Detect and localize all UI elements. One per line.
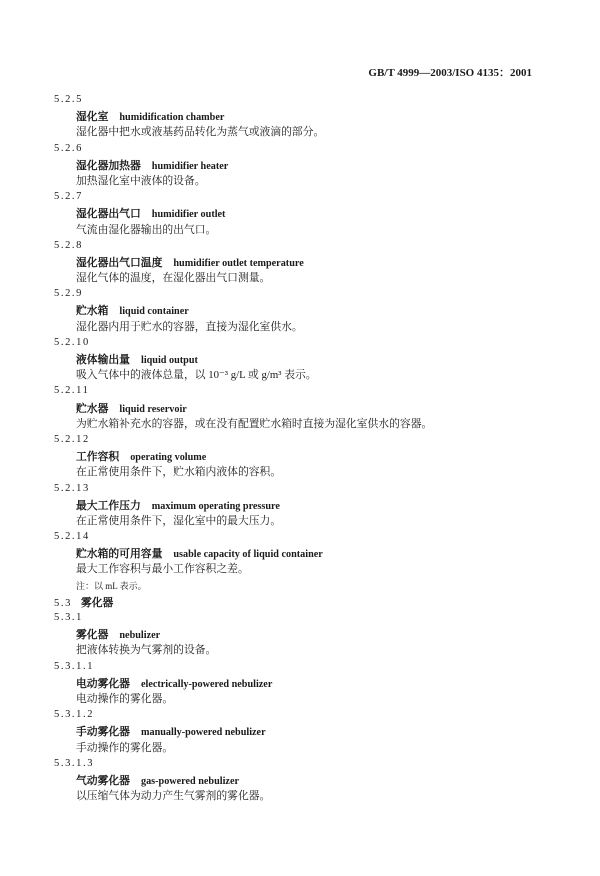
term-chinese: 湿化器出气口 xyxy=(76,208,141,221)
term-definition: 电动操作的雾化器。 xyxy=(76,692,174,705)
section-number: 5.3 xyxy=(54,597,72,609)
clause-number: 5.2.8 xyxy=(54,239,83,251)
section-title: 雾化器 xyxy=(80,596,114,609)
term-chinese: 贮水箱的可用容量 xyxy=(76,548,163,561)
term-line xyxy=(54,351,554,367)
term-definition: 在正常使用条件下，贮水箱内液体的容积。 xyxy=(76,466,282,479)
term-line xyxy=(54,157,554,173)
term-english: manually-powered nebulizer xyxy=(140,727,266,739)
standard-reference-header: GB/T 4999—2003/ISO 4135：2001 xyxy=(368,67,532,79)
clause-number: 5.3.1.1 xyxy=(54,660,95,672)
term-note: 注：以 mL 表示。 xyxy=(76,580,147,591)
term-entry xyxy=(54,610,554,659)
term-definition: 为贮水箱补充水的容器，或在没有配置贮水箱时直接为湿化室供水的容器。 xyxy=(76,417,433,430)
term-english: humidifier heater xyxy=(151,160,229,172)
term-entry xyxy=(54,141,554,190)
term-english: gas-powered nebulizer xyxy=(140,775,239,787)
document-body xyxy=(54,92,554,804)
clause-number: 5.3.1.3 xyxy=(54,757,95,769)
term-line xyxy=(54,723,554,739)
term-english: liquid reservoir xyxy=(119,403,187,415)
term-chinese: 最大工作压力 xyxy=(76,499,141,512)
term-chinese: 手动雾化器 xyxy=(76,726,130,739)
clause-number: 5.3.1 xyxy=(54,612,83,623)
term-definition: 湿化气体的温度，在湿化器出气口测量。 xyxy=(76,272,271,285)
term-line xyxy=(54,302,554,318)
term-english: humidifier outlet xyxy=(151,209,226,221)
term-entry xyxy=(54,529,554,594)
term-entry xyxy=(54,756,554,805)
term-english: usable capacity of liquid container xyxy=(173,549,323,561)
clause-number: 5.2.13 xyxy=(54,482,90,494)
term-definition: 以压缩气体为动力产生气雾剂的雾化器。 xyxy=(76,790,271,803)
clause-number: 5.3.1.2 xyxy=(54,709,95,721)
term-definition: 湿化器内用于贮水的容器，直接为湿化室供水。 xyxy=(76,320,303,333)
term-chinese: 贮水箱 xyxy=(76,305,109,318)
clause-number: 5.2.12 xyxy=(54,433,90,445)
clause-number: 5.2.10 xyxy=(54,336,90,348)
term-english: electrically-powered nebulizer xyxy=(140,678,273,690)
term-line xyxy=(54,448,554,464)
term-definition: 加热湿化室中液体的设备。 xyxy=(76,174,206,187)
term-english: liquid container xyxy=(119,306,189,318)
term-line xyxy=(54,108,554,124)
term-definition: 手动操作的雾化器。 xyxy=(76,741,174,754)
term-entry xyxy=(54,481,554,530)
term-english: operating volume xyxy=(130,452,207,464)
term-english: nebulizer xyxy=(119,630,161,642)
term-line xyxy=(54,626,554,642)
term-chinese: 电动雾化器 xyxy=(76,677,130,690)
clause-number: 5.2.14 xyxy=(54,531,90,543)
term-chinese: 雾化器 xyxy=(76,629,109,642)
term-entry xyxy=(54,335,554,384)
term-chinese: 湿化室 xyxy=(76,111,109,124)
term-line xyxy=(54,497,554,513)
term-english: liquid output xyxy=(140,355,198,366)
clause-number: 5.2.5 xyxy=(54,94,83,105)
term-english: humidifier outlet temperature xyxy=(173,257,304,269)
term-entry xyxy=(54,189,554,238)
term-entry xyxy=(54,707,554,756)
term-line xyxy=(54,545,554,561)
term-chinese: 湿化器出气口温度 xyxy=(76,256,163,269)
term-line xyxy=(54,400,554,416)
clause-number: 5.2.9 xyxy=(54,288,83,300)
term-definition: 吸入气体中的液体总量，以 10⁻³ g/L 或 g/m³ 表示。 xyxy=(76,369,317,382)
term-entry xyxy=(54,286,554,335)
term-entry xyxy=(54,238,554,287)
clause-number: 5.2.6 xyxy=(54,142,83,154)
clause-number: 5.2.7 xyxy=(54,191,83,203)
term-chinese: 气动雾化器 xyxy=(76,774,130,787)
term-chinese: 液体输出量 xyxy=(76,354,130,366)
term-definition: 最大工作容积与最小工作容积之差。 xyxy=(76,563,249,576)
term-line xyxy=(54,675,554,691)
term-definition: 把液体转换为气雾剂的设备。 xyxy=(76,644,217,657)
term-chinese: 工作容积 xyxy=(76,451,120,464)
term-chinese: 湿化器加热器 xyxy=(76,159,141,172)
term-entry xyxy=(54,659,554,708)
term-entry xyxy=(54,383,554,432)
term-entry xyxy=(54,432,554,481)
term-english: humidification chamber xyxy=(119,112,225,124)
term-line xyxy=(54,772,554,788)
term-line xyxy=(54,254,554,270)
clause-number: 5.2.11 xyxy=(54,385,90,397)
term-entry xyxy=(54,92,554,141)
section-heading xyxy=(54,594,554,610)
term-line xyxy=(54,205,554,221)
term-definition: 气流由湿化器输出的出气口。 xyxy=(76,223,217,236)
term-english: maximum operating pressure xyxy=(151,500,280,512)
term-definition: 湿化器中把水或液基药品转化为蒸气或液滴的部分。 xyxy=(76,126,325,139)
term-definition: 在正常使用条件下，湿化室中的最大压力。 xyxy=(76,514,282,527)
term-chinese: 贮水器 xyxy=(76,402,109,415)
